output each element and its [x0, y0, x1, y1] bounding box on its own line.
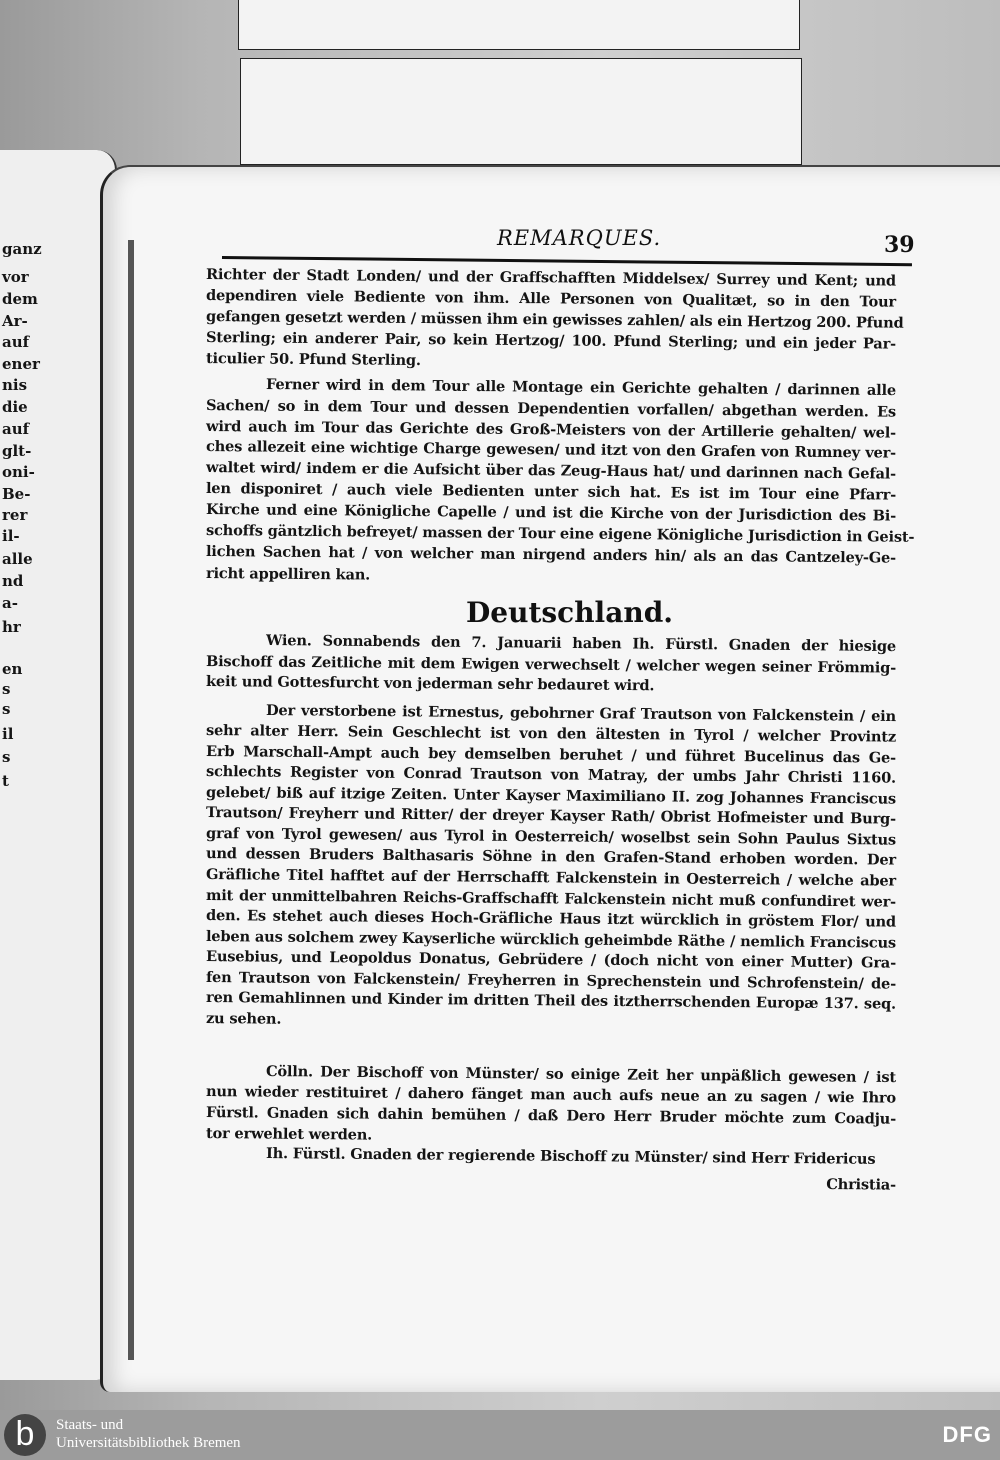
- text-line: ticulier 50. Pfund Sterling.: [205, 350, 421, 370]
- text-line: Trautson/ Freyherr und Ritter/ der dreyer Kayser Rath/ Obrist Hofmeister und Burg-: [205, 804, 897, 828]
- text-line: waltet wird/ indem er die Aufsicht über das Zeug-Haus hat/ und darinnen nach Gefal-: [205, 459, 897, 483]
- library-name-line1: Staats- und: [56, 1417, 124, 1433]
- left-page-word: nis: [2, 376, 28, 394]
- left-page-word: auf: [2, 333, 30, 351]
- text-line: und dessen Bruders Balthasaris Söhne in den Grafen-Stand erhoben worden. Der: [205, 845, 897, 869]
- library-name-line2: Universitätsbibliothek Bremen: [56, 1435, 241, 1451]
- text-line: Cölln. Der Bischoff von Münster/ so einige Zeit her unpäßlich gewesen / ist: [265, 1063, 897, 1087]
- text-line: lichen Sachen hat / von welcher man nirgend anders hin/ als an das Cantzeley-Ge-: [205, 543, 897, 567]
- left-page-word: Be-: [2, 485, 31, 503]
- library-name[interactable]: [56, 1416, 241, 1452]
- background-sheet: [240, 58, 802, 165]
- text-line: graf von Tyrol gewesen/ aus Tyrol in Oesterreich/ woselbst sein Sohn Paulus Sixtus: [205, 825, 897, 849]
- text-line: Kirche und eine Königliche Capelle / und ist die Kirche von der Jurisdiction des Bi-: [205, 501, 897, 525]
- left-page-word: il: [2, 725, 14, 743]
- text-line: Gräfliche Titel hafftet auf der Herrschafft Falckenstein in Oesterreich / welche aber: [205, 866, 897, 890]
- left-page-word: en: [2, 660, 23, 678]
- text-line: schoffs gäntzlich befreyet/ massen der Tour eine eigene Königliche Jurisdiction in Geist-: [205, 522, 915, 546]
- text-line: schlechts Register von Conrad Trautson von Matray, der umbs Jahr Christi 1160.: [205, 763, 897, 787]
- left-page-word: ener: [2, 355, 40, 373]
- text-line: wird auch im Tour das Gerichte des Groß-Meisters von der Artillerie gehalten/ wel-: [205, 418, 897, 442]
- catchword: Christia-: [826, 1175, 897, 1194]
- section-heading: Deutschland.: [466, 596, 674, 629]
- text-line: Der verstorbene ist Ernestus, gebohrner Graf Trautson von Falckenstein / ein: [265, 702, 897, 726]
- left-page-word: nd: [2, 572, 24, 590]
- text-line: Sachen/ so in dem Tour und dessen Dependentien vorfallen/ abgethan werden. Es: [205, 397, 897, 421]
- text-line: Erb Marschall-Ampt auch bey demselben beruhet / und führet Bucelinus das Ge-: [205, 743, 897, 767]
- left-page-word: s: [2, 748, 11, 766]
- left-page-word: rer: [2, 506, 28, 524]
- text-line: leben aus solchem zwey Kayserliche würcklich geheimbde Räthe / nemlich Franciscus: [205, 928, 897, 952]
- text-line: nun wieder restituiret / dahero fänget man auch aufs neue an zu sagen / wie Ihro: [205, 1083, 897, 1107]
- text-line: sehr alter Herr. Sein Geschlecht ist von den ältesten in Tyrol / welcher Provintz: [205, 722, 897, 746]
- dfg-logo[interactable]: DFG: [942, 1422, 992, 1447]
- left-page-word: a-: [2, 594, 18, 612]
- text-line: Bischoff das Zeitliche mit dem Ewigen verwechselt / welcher wegen seiner Frömmig-: [205, 653, 897, 677]
- text-line: Wien. Sonnabends den 7. Januarii haben Ih. Fürstl. Gnaden der hiesige: [265, 632, 897, 656]
- left-page-word: s: [2, 680, 11, 698]
- text-line: richt appelliren kan.: [205, 565, 371, 584]
- text-line: Ih. Fürstl. Gnaden der regierende Bischoff zu Münster/ sind Herr Fridericus: [265, 1145, 876, 1168]
- text-line: gefangen gesetzt werden / müssen ihm ein gewisses zahlen/ als ein Hertzog 200. Pfund: [205, 308, 904, 332]
- text-line: den. Es stehet auch dieses Hoch-Gräfliche Haus itzt würcklich in gröstem Flor/ und: [205, 907, 897, 931]
- book-gutter: [128, 240, 134, 1360]
- text-line: Eusebius, und Leopoldus Donatus, Gebrüdere / (doch nicht von einer Mutter) Gra-: [205, 948, 897, 972]
- left-page-word: glt-: [2, 442, 32, 460]
- footer-bar: [0, 1410, 1000, 1460]
- left-page-word: auf: [2, 420, 30, 438]
- text-line: fen Trautson von Falckenstein/ Freyherren in Sprechenstein und Schrofenstein/ de-: [205, 969, 897, 993]
- text-line: mit der unmittelbahren Reichs-Graffschafft Falckenstein nicht muß confundiret wer-: [205, 887, 897, 911]
- left-page-word: alle: [2, 550, 33, 568]
- text-line: dependiren viele Bediente von ihm. Alle Personen von Qualitæt, so in den Tour: [205, 287, 897, 311]
- background-sheet: [238, 0, 800, 50]
- text-line: Sterling; ein anderer Pair, so kein Hertzog/ 100. Pfund Sterling; und ein jeder Par-: [205, 329, 897, 353]
- left-page-word: dem: [2, 290, 38, 308]
- left-page-word: hr: [2, 618, 21, 636]
- text-line: zu sehen.: [205, 1010, 282, 1028]
- left-page-word: Ar-: [2, 312, 28, 330]
- text-line: gelebet/ biß auf itzige Zeiten. Unter Kayser Maximiliano II. zog Johannes Franciscus: [205, 784, 897, 808]
- left-page-word: vor: [2, 268, 29, 286]
- left-page-word: die: [2, 398, 28, 416]
- page-number: 39: [884, 232, 915, 258]
- text-line: Fürstl. Gnaden sich dahin bemühen / daß Dero Herr Bruder möchte zum Coadju-: [205, 1104, 897, 1128]
- text-line: ches allezeit eine wichtige Charge gewesen/ und itzt von den Grafen von Rumney ver-: [205, 438, 897, 462]
- text-line: ren Gemahlinnen und Kinder im dritten Theil des itztherrschenden Europæ 137. seq.: [205, 989, 897, 1013]
- library-logo[interactable]: b: [4, 1414, 46, 1456]
- text-line: Ferner wird in dem Tour alle Montage ein Gerichte gehalten / darinnen alle: [265, 376, 897, 400]
- left-page-word: il-: [2, 527, 20, 545]
- left-page-word: s: [2, 700, 11, 718]
- running-header: REMARQUES.: [497, 226, 662, 250]
- text-line: Richter der Stadt Londen/ und der Graffschafften Middelsex/ Surrey und Kent; und: [205, 266, 897, 290]
- left-page-word: oni-: [2, 463, 35, 481]
- text-line: tor erwehlet werden.: [205, 1125, 373, 1144]
- left-page-word: ganz: [2, 240, 42, 258]
- left-page-word: t: [2, 772, 9, 790]
- text-line: keit und Gottesfurcht von jederman sehr bedauret wird.: [205, 673, 655, 695]
- text-line: len disponiret / auch viele Bedienten unter sich hat. Es ist im Tour eine Pfarr-: [205, 480, 897, 504]
